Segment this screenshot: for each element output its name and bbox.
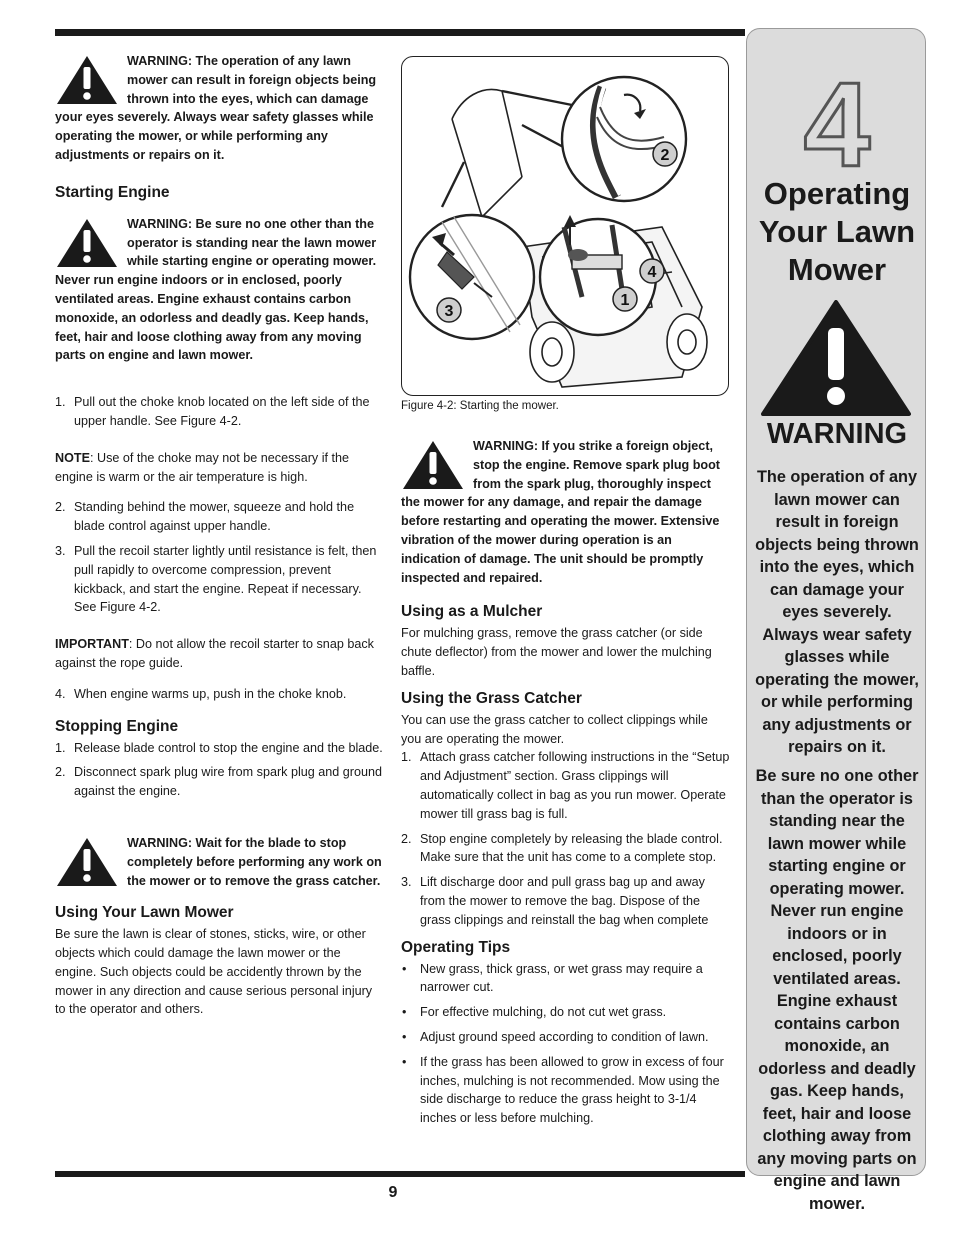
mulcher-text: For mulching grass, remove the grass catcher (or side chute deflector) from the mower and lower the mulching baffle.	[401, 626, 712, 678]
bottom-rule	[55, 1171, 745, 1177]
starting-steps-2	[55, 498, 385, 617]
list-item: 2. Disconnect spark plug wire from spark plug and ground against the engine.	[55, 765, 383, 799]
list-item: 2. Standing behind the mower, squeeze and hold the blade control against upper handle.	[55, 500, 355, 534]
mulcher-heading: Using as a Mulcher	[401, 603, 543, 621]
sidebar-warning-text-1: The operation of any lawn mower can result in foreign objects being thrown into the eyes, which can damage your eyes severely. Always wear safety glasses while operating the mower, or while performing any adjustments or repairs on it.	[755, 468, 919, 756]
list-item: 3. Lift discharge door and pull grass bag up and away from the mower to remove the bag. Dispose of the grass clippings and reinstall the bag when complete	[401, 875, 709, 927]
warning-wait-blade: WARNING: Wait for the blade to stop completely before performing any work on the mower or to remove the grass catcher.	[55, 834, 385, 890]
warning-triangle-icon	[55, 836, 119, 888]
top-rule	[55, 29, 745, 36]
list-item: • New grass, thick grass, or wet grass may require a narrower cut.	[402, 961, 703, 995]
left-column	[55, 52, 385, 1019]
warning-triangle-icon	[401, 439, 465, 491]
page-number: 9	[388, 1184, 398, 1201]
callout-2: 2	[660, 147, 670, 164]
callout-3: 3	[444, 303, 454, 320]
grass-catcher-text: You can use the grass catcher to collect clippings while you are operating the mower.	[401, 712, 708, 746]
important-paragraph: IMPORTANT: Do not allow the recoil starter to snap back against the rope guide.	[55, 637, 374, 670]
chapter-sidebar	[746, 28, 926, 1213]
using-mower-text: Be sure the lawn is clear of stones, sticks, wire, or other objects which could damage the lawn mower or the engine. Such objects could be accidently thrown by the mower in any direction and cause serious personal injury to the operator and others.	[55, 927, 373, 1017]
note-paragraph: NOTE: Use of the choke may not be necessary if the engine is warm or the air temperature is high.	[55, 450, 349, 484]
warning-foreign-object-strike: WARNING: If you strike a foreign object, stop the engine. Remove spark plug boot from the spark plug, thoroughly inspect the mower for any damage, and repair the damage before restarting and operating the mower. Extensive vibration of the mower during operation is an indication of damage. The unit should be promptly inspected and repaired.	[401, 439, 721, 585]
callout-4: 4	[647, 264, 657, 281]
list-item: 1. Pull out the choke knob located on the left side of the upper handle. See Figure 4-2.	[55, 395, 370, 428]
list-item: 2. Stop engine completely by releasing the blade control. Make sure that the unit has come to a complete stop.	[401, 831, 723, 865]
middle-column	[401, 437, 731, 1134]
list-item: 1. Attach grass catcher following instructions in the “Setup and Adjustment” section. Grass clippings will automatically collect in bag as you run mower. Operate mower till grass bag is full.	[401, 750, 730, 821]
operating-tips-heading: Operating Tips	[401, 938, 511, 956]
list-item: • Adjust ground speed according to condition of lawn.	[402, 1029, 709, 1044]
warning-triangle-icon	[55, 54, 119, 106]
operating-tips-list	[401, 960, 731, 1128]
grass-catcher-steps	[401, 748, 731, 929]
stopping-engine-heading: Stopping Engine	[55, 717, 179, 735]
figure-caption: Figure 4-2: Starting the mower.	[401, 400, 559, 412]
chapter-number: 4	[803, 58, 871, 192]
grass-catcher-heading: Using the Grass Catcher	[401, 689, 582, 707]
large-warning-triangle-icon	[761, 300, 911, 418]
mower-illustration	[402, 57, 729, 396]
list-item: 3. Pull the recoil starter lightly until resistance is felt, then pull rapidly to overcome compression, prevent kickback, and start the engine. Repeat if necessary. See Figure 4-2.	[55, 543, 377, 615]
stopping-steps	[55, 739, 385, 801]
list-item: • For effective mulching, do not cut wet grass.	[402, 1005, 667, 1020]
warning-triangle-icon	[55, 217, 119, 269]
chapter-title: Operating Your Lawn Mower	[758, 176, 916, 287]
using-mower-heading: Using Your Lawn Mower	[55, 904, 234, 922]
starting-steps	[55, 393, 385, 431]
callout-1: 1	[620, 292, 630, 309]
warning-title: WARNING	[766, 418, 908, 450]
list-item: 4. When engine warms up, push in the choke knob.	[55, 686, 347, 701]
starting-engine-heading: Starting Engine	[55, 183, 170, 201]
list-item: • If the grass has been allowed to grow in excess of four inches, mulching is not recommended. Mow using the side discharge to reduce the grass height to 3-1/4 inches or less before mulching.	[402, 1054, 724, 1126]
warning-starting-engine: WARNING: Be sure no one other than the operator is standing near the lawn mower while starting engine or operating mower. Never run engine indoors or in enclosed, poorly ventilated areas. Engine exhaust contains carbon monoxide, an odorless and deadly gas. Keep hands, feet, hair and loose clothing away from any moving parts on engine and lawn mower.	[55, 216, 377, 363]
sidebar-warning-text-2: Be sure no one other than the operator is standing near the lawn mower while starting engine or operating mower. Never run engine indoors or in enclosed, poorly ventilated areas. Engine exhaust contains carbon monoxide, an odorless and deadly gas. Keep hands, feet, hair and loose clothing away from any moving parts on engine and lawn mower.	[755, 767, 919, 1213]
warning-foreign-objects: WARNING: The operation of any lawn mower can result in foreign objects being thrown into the eyes, which can damage your eyes severely. Always wear safety glasses while operating the mower, or while performing any adjustments or repairs on it.	[55, 54, 377, 162]
starting-steps-3	[55, 685, 385, 704]
figure-starting-mower	[401, 56, 729, 396]
list-item: 1. Release blade control to stop the engine and the blade.	[55, 740, 383, 755]
